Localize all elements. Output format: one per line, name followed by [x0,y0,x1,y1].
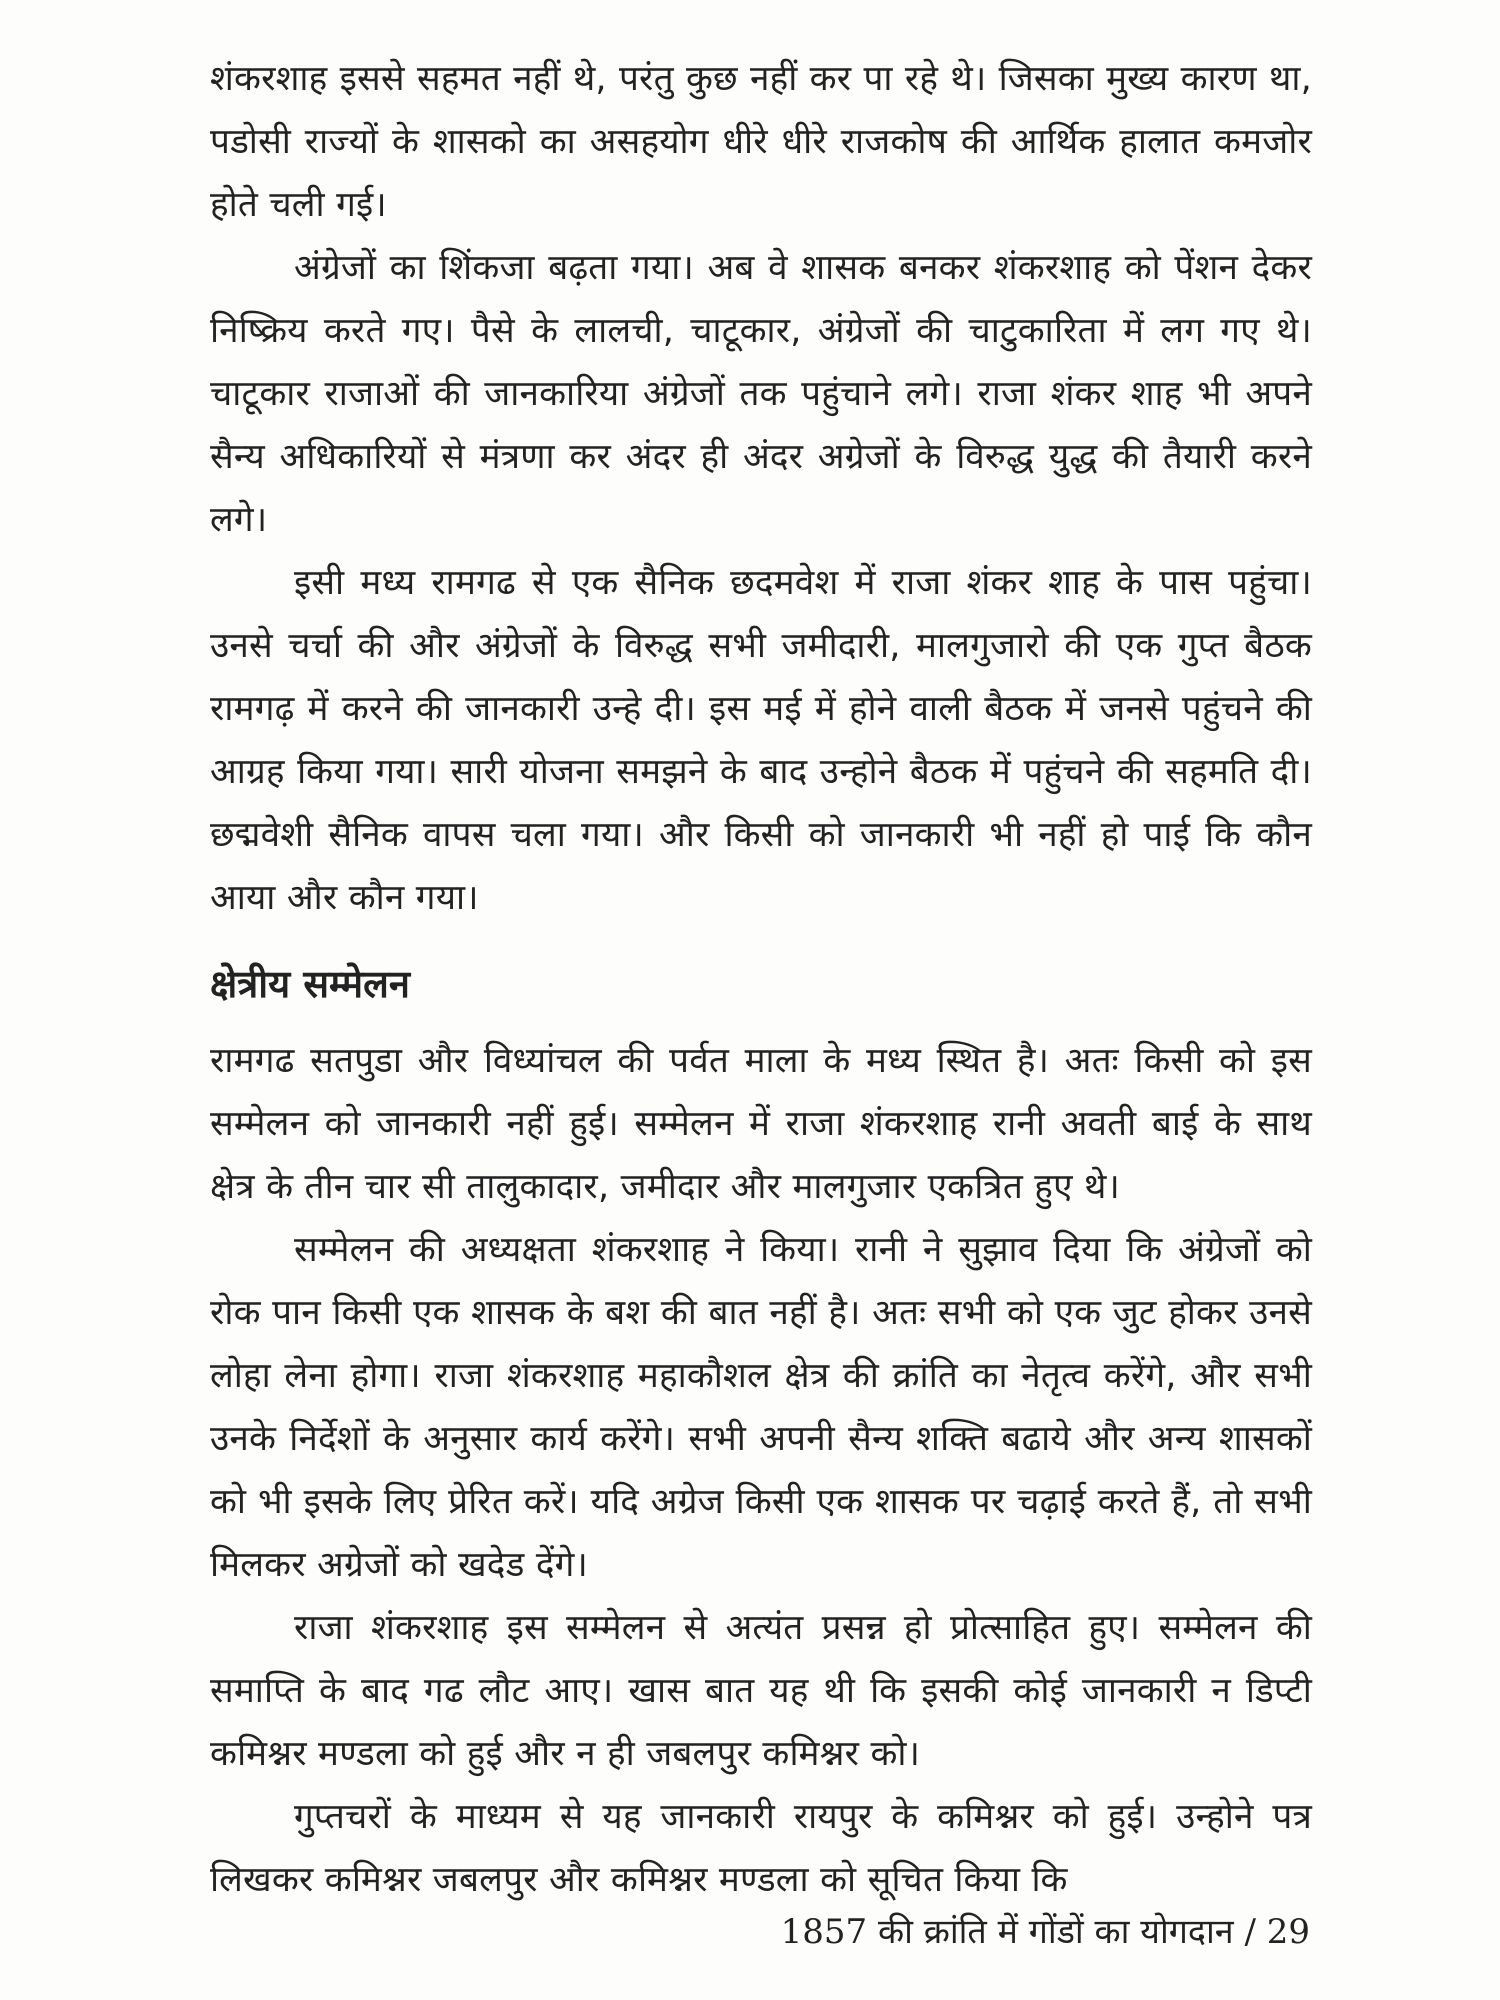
paragraph-5: सम्मेलन की अध्यक्षता शंकरशाह ने किया। रानी ने सुझाव दिया कि अंग्रेजों को रोक पान किसी एक शासक के बश की बात नहीं है। अतः सभी को एक जुट होकर उनसे लोहा लेना होगा। राजा शंकरशाह महाकौशल क्षेत्र की क्रांति का नेतृत्व करेंगे, और सभी उनके निर्देशों के अनुसार कार्य करेंगे। सभी अपनी सैन्य शक्ति बढाये और अन्य शासकों को भी इसके लिए प्रेरित करें। यदि अग्रेज किसी एक शासक पर चढ़ाई करते हैं, तो सभी मिलकर अग्रेजों को खदेड देंगे। [210,1230,1312,1585]
paragraph-2: अंग्रेजों का शिंकजा बढ़ता गया। अब वे शासक बनकर शंकरशाह को पेंशन देकर निष्क्रिय करते गए। पैसे के लालची, चाटूकार, अंग्रेजों की चाटुकारिता में लग गए थे। चाटूकार राजाओं की जानकारिया अंग्रेजों तक पहुंचाने लगे। राजा शंकर शाह भी अपने सैन्य अधिकारियों से मंत्रणा कर अंदर ही अंदर अग्रेजों के विरुद्ध युद्ध की तैयारी करने लगे। [210,248,1312,540]
footer-page-number: 29 [1266,1912,1310,1952]
section-heading: क्षेत्रीय सम्मेलन [210,962,410,1006]
paragraph-3: इसी मध्य रामगढ से एक सैनिक छदमवेश में राजा शंकर शाह के पास पहुंचा। उनसे चर्चा की और अंग्रेजों के विरुद्ध सभी जमीदारी, मालगुजारो की एक गुप्त बैठक रामगढ़ में करने की जानकारी उन्हे दी। इस मई में होने वाली बैठक में जनसे पहुंचने की आग्रह किया गया। सारी योजना समझने के बाद उन्होने बैठक में पहुंचने की सहमति दी। छद्मवेशी सैनिक वापस चला गया। और किसी को जानकारी भी नहीं हो पाई कि कौन आया और कौन गया। [210,563,1312,918]
page-footer [781,1910,1310,1954]
paragraph-6: राजा शंकरशाह इस सम्मेलन से अत्यंत प्रसन्न हो प्रोत्साहित हुए। सम्मेलन की समाप्ति के बाद गढ लौट आए। खास बात यह थी कि इसकी कोई जानकारी न डिप्टी कमिश्नर मण्डला को हुई और न ही जबलपुर कमिश्नर को। [210,1608,1312,1774]
paragraph-1: शंकरशाह इससे सहमत नहीं थे, परंतु कुछ नहीं कर पा रहे थे। जिसका मुख्य कारण था, पडोसी राज्यों के शासको का असहयोग धीरे धीरे राजकोष की आर्थिक हालात कमजोर होते चली गई। [210,59,1312,225]
paragraph-4: रामगढ सतपुडा और विध्यांचल की पर्वत माला के मध्य स्थित है। अतः किसी को इस सम्मेलन को जानकारी नहीं हुई। सम्मेलन में राजा शंकरशाह रानी अवती बाई के साथ क्षेत्र के तीन चार सी तालुकादार, जमीदार और मालगुजार एकत्रित हुए थे। [210,1041,1312,1207]
footer-separator: / [1244,1912,1256,1952]
footer-book-title: 1857 की क्रांति में गोंडों का योगदान [780,1912,1234,1952]
paragraph-7: गुप्तचरों के माध्यम से यह जानकारी रायपुर के कमिश्नर को हुई। उन्होने पत्र लिखकर कमिश्नर जबलपुर और कमिश्नर मण्डला को सूचित किया कि [210,1797,1312,1900]
